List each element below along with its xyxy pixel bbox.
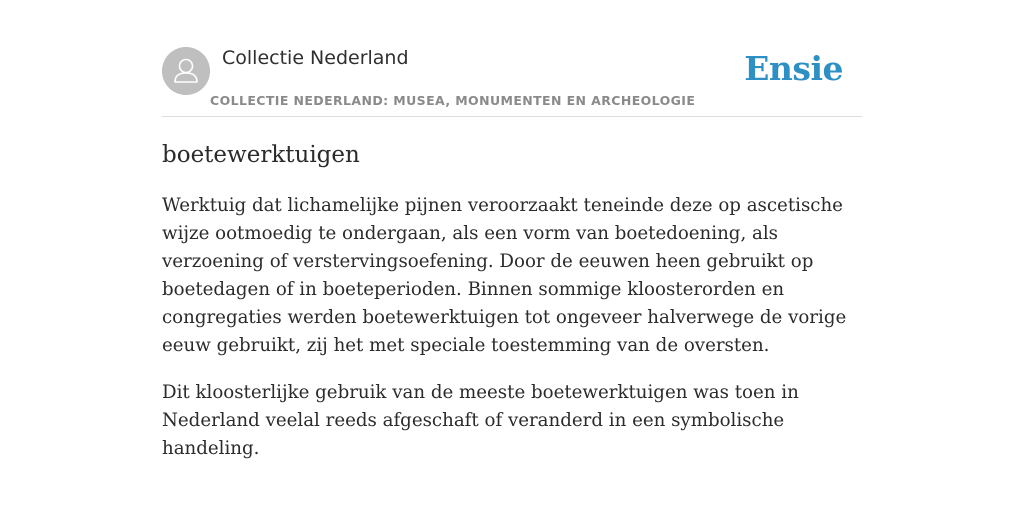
entry-paragraph-1: Werktuig dat lichamelijke pijnen veroorzaakt teneinde deze op ascetische wijze ootmoedig te ondergaan, als een vorm van boetedoening, als verzoening of verstervingsoefening. Door de eeuwen heen gebruikt op boetedagen of in boeteperioden. Binnen sommige kloosterorden en congregaties werden boetewerktuigen tot ongeveer halverwege de vorige eeuw gebruikt, zij het met speciale toestemming van de oversten.: [162, 195, 847, 356]
avatar[interactable]: [162, 47, 210, 95]
author-name-link[interactable]: Collectie Nederland: [222, 47, 409, 69]
source-subtitle-link[interactable]: COLLECTIE NEDERLAND: MUSEA, MONUMENTEN EN ARCHEOLOGIE: [210, 93, 696, 108]
user-silhouette-icon: [162, 47, 210, 95]
entry-paragraph-2: Dit kloosterlijke gebruik van de meeste boetewerktuigen was toen in Nederland veelal reeds afgeschaft of veranderd in een symbolische handeling.: [162, 382, 799, 459]
ensie-logo-link[interactable]: Ensie: [744, 49, 843, 88]
profile-header: [162, 44, 862, 117]
entry-body: [162, 192, 862, 482]
entry-title: boetewerktuigen: [162, 142, 360, 168]
